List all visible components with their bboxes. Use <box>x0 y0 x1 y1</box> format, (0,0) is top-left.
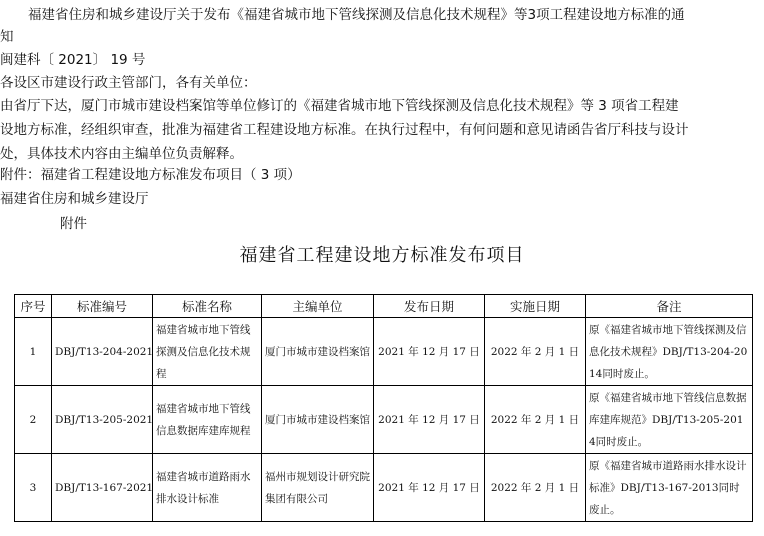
row-editor: 厦门市城市建设档案馆 <box>262 386 374 454</box>
row-no: 2 <box>15 386 52 454</box>
header-effective-date: 实施日期 <box>485 295 586 318</box>
header-editor: 主编单位 <box>262 295 374 318</box>
notice-title-line2: 知 <box>0 29 14 45</box>
standards-table <box>14 294 753 522</box>
row-name: 福建省城市地下管线信息数据库建库规程 <box>153 386 262 454</box>
row-effective-date: 2022 年 2 月 1 日 <box>485 386 586 454</box>
row-remark: 原《福建省城市道路雨水排水设计标准》DBJ/T13-167-2013同时废止。 <box>586 454 753 522</box>
table-row <box>15 318 753 386</box>
row-editor: 厦门市城市建设档案馆 <box>262 318 374 386</box>
row-remark: 原《福建省城市地下管线探测及信息化技术规程》DBJ/T13-204-2014同时废止。 <box>586 318 753 386</box>
row-publish-date: 2021 年 12 月 17 日 <box>374 454 485 522</box>
issuer-signature: 福建省住房和城乡建设厅 <box>0 191 149 207</box>
greeting: 各设区市建设行政主管部门，各有关单位： <box>0 75 257 91</box>
header-code: 标准编号 <box>52 295 153 318</box>
row-remark: 原《福建省城市地下管线信息数据库建库规范》DBJ/T13-205-2014同时废止。 <box>586 386 753 454</box>
table-title: 福建省工程建设地方标准发布项目 <box>239 245 525 266</box>
header-no: 序号 <box>15 295 52 318</box>
header-publish-date: 发布日期 <box>374 295 485 318</box>
row-code: DBJ/T13-204-2021 <box>52 318 153 386</box>
document-number: 闽建科〔 2021〕 19 号 <box>0 52 146 68</box>
row-name: 福建省城市道路雨水排水设计标准 <box>153 454 262 522</box>
row-publish-date: 2021 年 12 月 17 日 <box>374 318 485 386</box>
body-line3: 处，具体技术内容由主编单位负责解释。 <box>0 146 243 162</box>
row-name: 福建省城市地下管线探测及信息化技术规程 <box>153 318 262 386</box>
table-row <box>15 454 753 522</box>
attachment-note: 附件：福建省工程建设地方标准发布项目（ 3 项） <box>0 167 301 183</box>
row-no: 3 <box>15 454 52 522</box>
header-name: 标准名称 <box>153 295 262 318</box>
body-line2: 设地方标准，经组织审查，批准为福建省工程建设地方标准。在执行过程中，有何问题和意见请函告省厅科技与设计 <box>0 122 689 138</box>
table-row <box>15 386 753 454</box>
row-code: DBJ/T13-167-2021 <box>52 454 153 522</box>
row-effective-date: 2022 年 2 月 1 日 <box>485 454 586 522</box>
row-code: DBJ/T13-205-2021 <box>52 386 153 454</box>
notice-title-line1: 福建省住房和城乡建设厅关于发布《福建省城市地下管线探测及信息化技术规程》等3项工程建设地方标准的通 <box>28 7 685 23</box>
header-remark: 备注 <box>586 295 753 318</box>
body-line1: 由省厅下达，厦门市城市建设档案馆等单位修订的《福建省城市地下管线探测及信息化技术规程》等 3 项省工程建 <box>0 98 679 114</box>
table-header-row <box>15 295 753 318</box>
row-publish-date: 2021 年 12 月 17 日 <box>374 386 485 454</box>
row-editor: 福州市规划设计研究院集团有限公司 <box>262 454 374 522</box>
annex-label: 附件 <box>60 216 87 232</box>
row-effective-date: 2022 年 2 月 1 日 <box>485 318 586 386</box>
row-no: 1 <box>15 318 52 386</box>
